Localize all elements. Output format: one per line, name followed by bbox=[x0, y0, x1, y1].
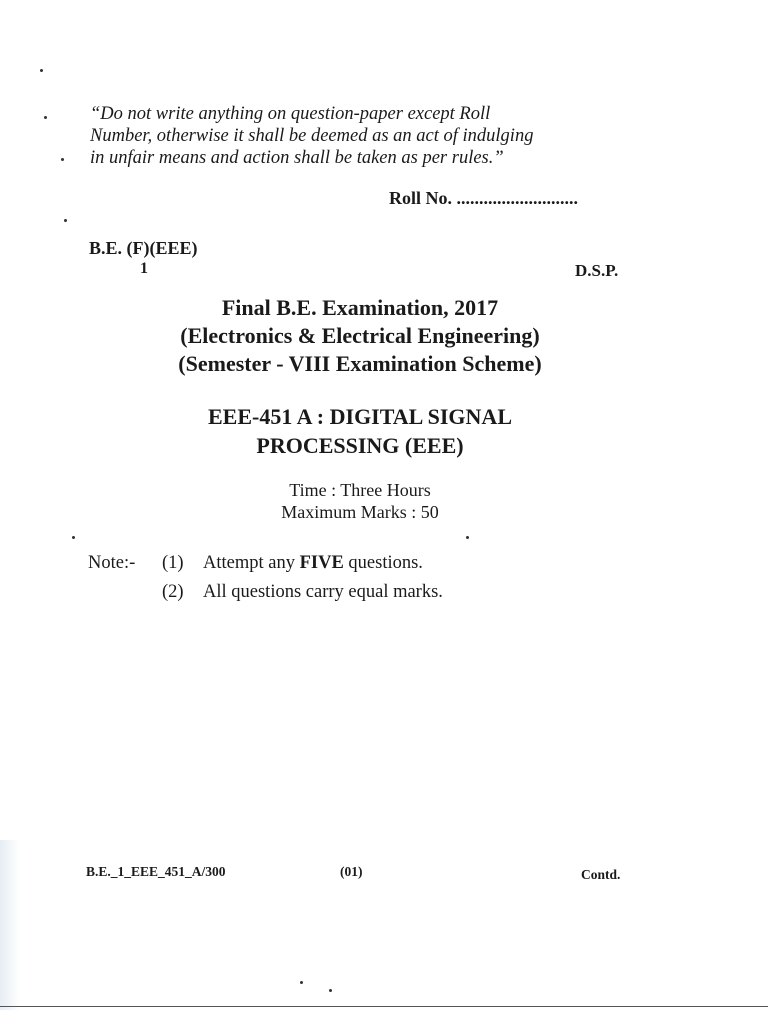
scan-speck bbox=[329, 989, 332, 992]
course-code: B.E. (F)(EEE) bbox=[89, 238, 198, 258]
scan-shadow bbox=[0, 840, 20, 1010]
warning-notice bbox=[90, 103, 650, 169]
warning-line-3: in unfair means and action shall be taken as per rules.” bbox=[90, 148, 504, 168]
scan-speck bbox=[466, 536, 469, 539]
note-item-1-pre: Attempt any bbox=[203, 553, 295, 573]
footer-continued: Contd. bbox=[581, 867, 621, 882]
note-item-1-post: questions. bbox=[348, 553, 423, 573]
note-item-2: All questions carry equal marks. bbox=[203, 582, 443, 602]
scan-speck bbox=[72, 536, 75, 539]
exam-time: Time : Three Hours bbox=[289, 480, 431, 500]
scan-speck bbox=[61, 158, 64, 161]
scan-speck bbox=[64, 219, 67, 222]
subject-title-line-2: PROCESSING (EEE) bbox=[256, 433, 464, 458]
note-item-1-number: (1) bbox=[162, 553, 184, 573]
short-subject-code: D.S.P. bbox=[575, 261, 619, 280]
footer-paper-code: B.E._1_EEE_451_A/300 bbox=[86, 864, 226, 879]
note-label: Note:- bbox=[88, 553, 136, 573]
scan-speck bbox=[40, 69, 43, 72]
exam-duration-block bbox=[0, 479, 720, 523]
exam-title: Final B.E. Examination, 2017 bbox=[221, 295, 499, 320]
roll-number-field: Roll No. ........................... bbox=[389, 188, 578, 208]
note-item-1 bbox=[203, 553, 423, 574]
exam-branch: (Electronics & Electrical Engineering) bbox=[180, 323, 540, 348]
maximum-marks: Maximum Marks : 50 bbox=[281, 502, 439, 522]
subject-title-block bbox=[0, 402, 720, 460]
scan-speck bbox=[44, 116, 47, 119]
footer-page-number: (01) bbox=[340, 864, 363, 879]
scan-edge-line bbox=[0, 1006, 768, 1007]
warning-line-2: Number, otherwise it shall be deemed as an act of indulging bbox=[90, 126, 534, 146]
exam-title-block bbox=[0, 294, 720, 378]
scan-speck bbox=[300, 981, 303, 984]
warning-line-1: “Do not write anything on question-paper except Roll bbox=[90, 104, 491, 124]
page-marker: 1 bbox=[140, 260, 148, 277]
note-item-1-emphasis: FIVE bbox=[299, 553, 344, 573]
exam-scheme: (Semester - VIII Examination Scheme) bbox=[178, 351, 542, 376]
subject-title-line-1: EEE-451 A : DIGITAL SIGNAL bbox=[207, 404, 512, 429]
note-item-2-number: (2) bbox=[162, 582, 184, 602]
